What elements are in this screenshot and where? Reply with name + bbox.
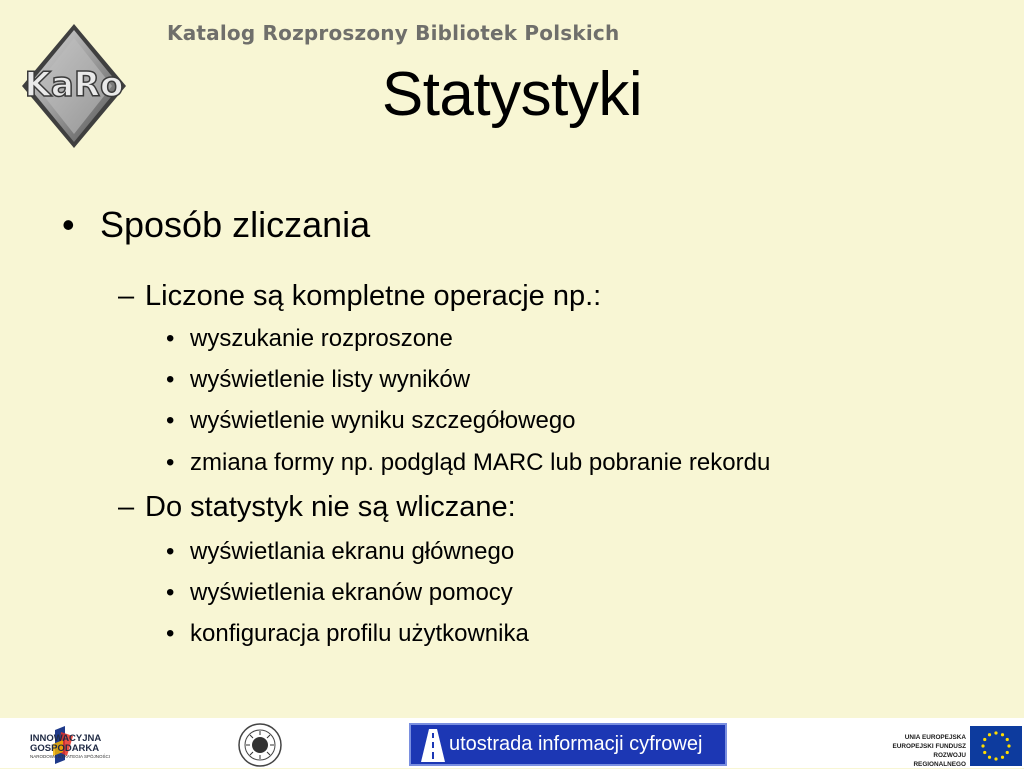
bullet-dot: •: [166, 538, 175, 565]
autostrada-text: utostrada informacji cyfrowej: [449, 733, 703, 755]
eu-star-icon: [1007, 744, 1010, 747]
list-item-text: wyświetlenie wyniku szczegółowego: [190, 407, 576, 434]
autostrada-banner: [409, 723, 727, 766]
eu-star-icon: [994, 757, 997, 760]
list-item-text: konfiguracja profilu użytkownika: [190, 620, 529, 647]
org-name: Katalog Rozproszony Bibliotek Polskich: [167, 21, 620, 45]
innowacyjna-gospodarka-logo: [30, 734, 110, 760]
bullet-dot: •: [166, 407, 175, 434]
ig-line3: NARODOWA STRATEGIA SPÓJNOŚCI: [30, 754, 111, 759]
ig-line1: INNOWACYJNA: [30, 733, 102, 744]
list-item: [166, 449, 770, 477]
eu-star-icon: [994, 731, 997, 734]
bullet-level2: [118, 491, 516, 524]
bullet-dash: –: [118, 491, 135, 523]
bullet-dot: •: [166, 449, 175, 476]
ue-line1: UNIA EUROPEJSKA: [904, 734, 966, 741]
list-item: [166, 620, 529, 648]
bullet-dot: •: [166, 366, 175, 393]
road-icon: [419, 729, 447, 762]
list-item: [166, 366, 470, 394]
eu-star-icon: [983, 738, 986, 741]
bullet-text: Do statystyk nie są wliczane:: [145, 491, 516, 523]
ue-line2: EUROPEJSKI FUNDUSZ: [892, 743, 966, 750]
bullet-dot: •: [166, 325, 175, 352]
list-item-text: wyświetlenie listy wyników: [190, 366, 471, 393]
ig-line2: GOSPODARKA: [30, 743, 100, 754]
eu-star-icon: [1006, 738, 1009, 741]
list-item: [166, 407, 576, 435]
eu-star-icon: [988, 733, 991, 736]
bullet-dot: •: [166, 620, 175, 647]
list-item-text: zmiana formy np. podgląd MARC lub pobranie rekordu: [190, 449, 771, 476]
list-item-text: wyświetlenia ekranów pomocy: [190, 579, 513, 606]
bullet-dot: •: [62, 204, 75, 245]
eu-star-icon: [1006, 751, 1009, 754]
list-item: [166, 538, 514, 566]
list-item: [166, 579, 513, 607]
eu-star-icon: [981, 744, 984, 747]
eu-fund-label: [880, 733, 966, 769]
eu-star-icon: [1001, 733, 1004, 736]
bullet-dash: –: [118, 280, 135, 312]
page-title: Statystyki: [381, 60, 643, 129]
eu-star-icon: [988, 756, 991, 759]
list-item-text: wyszukanie rozproszone: [190, 325, 453, 352]
eu-flag-icon: [970, 726, 1022, 766]
eu-star-icon: [1001, 756, 1004, 759]
eu-star-icon: [983, 751, 986, 754]
bullet-dot: •: [166, 579, 175, 606]
ue-line3: ROZWOJU REGIONALNEGO: [913, 752, 966, 768]
bullet-text: Sposób zliczania: [100, 204, 371, 245]
list-item: [166, 325, 453, 353]
list-item-text: wyświetlania ekranu głównego: [190, 538, 515, 565]
karo-logo-text: KaRo: [24, 65, 124, 105]
bullet-level2: [118, 280, 601, 313]
bullet-text: Liczone są kompletne operacje np.:: [145, 280, 602, 312]
university-seal-icon: [236, 722, 284, 768]
bullet-level1: [62, 204, 370, 246]
